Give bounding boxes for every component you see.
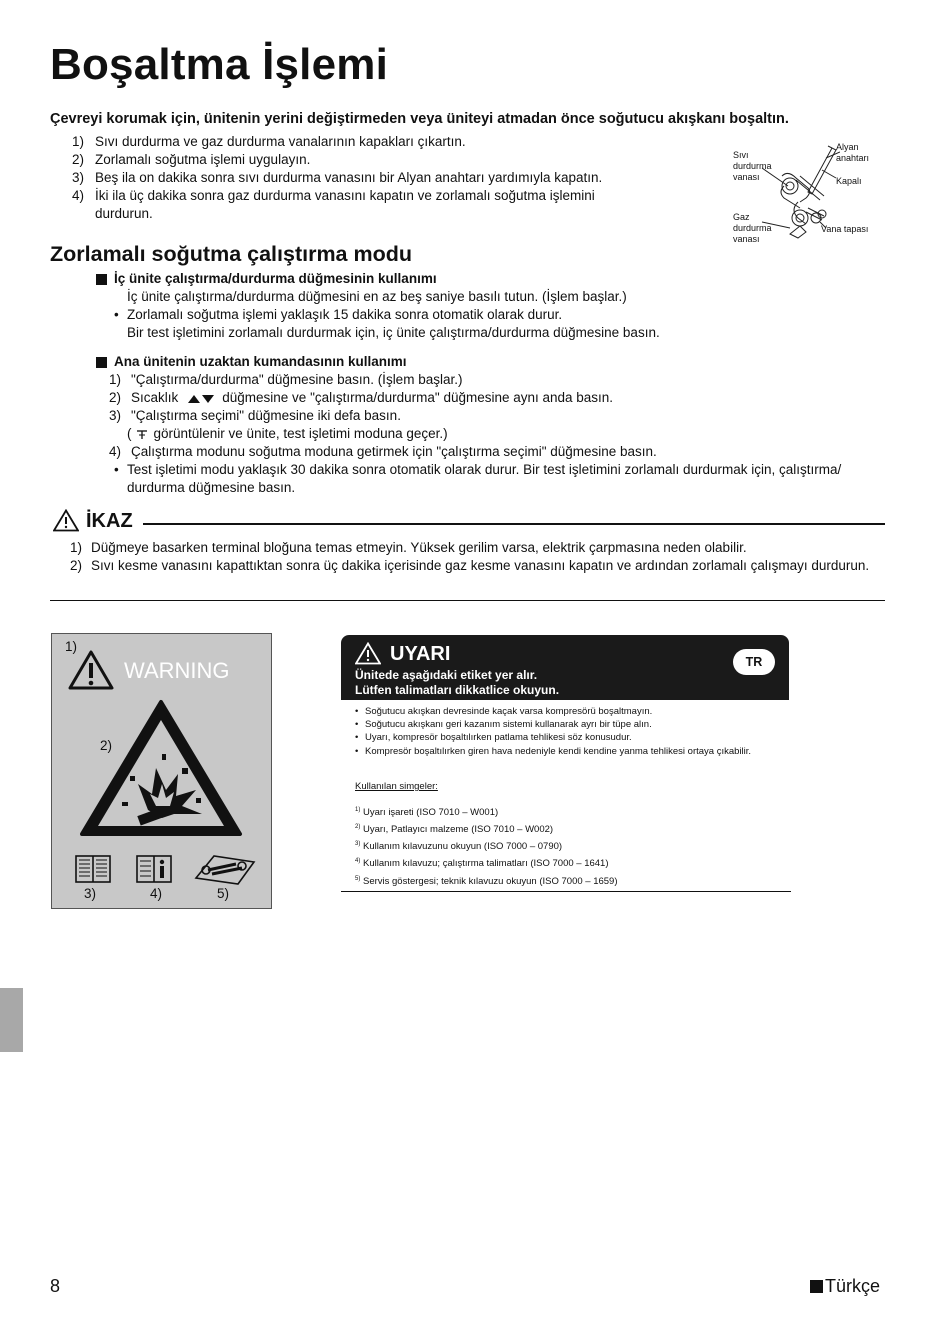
uyari-bullets <box>355 705 785 758</box>
hex-wrench-label: Alyan anahtarı <box>836 142 870 163</box>
list-item: 2) Sıvı kesme vanasını kapattıktan sonra üç dakika içerisinde gaz kesme vanasını kapatın ve ardından zorlamalı çalışmayı durdurun. <box>70 558 870 573</box>
read-manual-icon <box>74 852 112 886</box>
list-item: 2) Zorlamalı soğutma işlemi uygulayın. <box>72 152 311 167</box>
indoor-section <box>96 270 736 342</box>
remote-step-3: 3) "Çalıştırma seçimi" düğmesine iki defa basın. <box>109 408 401 423</box>
list-item: $^{5)}$ Servis göstergesi; teknik kılavuzu okuyun (ISO 7000 – 1659) <box>355 875 618 887</box>
caution-title: İKAZ <box>86 510 133 532</box>
service-indicator-icon <box>192 852 256 886</box>
remote-step-1: 1) "Çalıştırma/durdurma" düğmesine basın. (İşlem başlar.) <box>109 372 463 387</box>
caution-divider <box>143 523 885 525</box>
valve-illustration <box>760 140 840 240</box>
warning-label: 1) WARNING 2) 3) 4) 5) <box>51 633 272 909</box>
explosive-hazard-icon <box>78 698 244 838</box>
liquid-valve-label: Sıvı durdurma vanası <box>733 150 772 182</box>
list-item: $^{1)}$ Uyarı işareti (ISO 7010 – W001) <box>355 807 499 819</box>
uyari-header <box>341 635 789 700</box>
remote-step-4: 4) Çalıştırma modunu soğutma moduna getirmek için "çalıştırma seçimi" düğmesine basın. <box>109 444 657 459</box>
uyari-subtitle: Ünitede aşağıdaki etiket yer alır. Lütfen talimatları dikkatlice okuyun. <box>355 668 560 697</box>
language-badge: TR <box>733 649 775 675</box>
list-item: • Soğutucu akışkan devresinde kaçak varsa kompresörü boşaltmayın. <box>355 706 653 717</box>
warning-triangle-icon <box>355 642 381 665</box>
gas-valve-label: Gaz durdurma vanası <box>733 212 772 244</box>
list-item: $^{4)}$ Kullanım kılavuzu; çalıştırma talimatları (ISO 7000 – 1641) <box>355 858 609 870</box>
list-item: $^{3)}$ Kullanım kılavuzunu okuyun (ISO 7000 – 0790) <box>355 841 563 853</box>
square-bullet-icon <box>96 274 107 285</box>
side-tab <box>0 988 23 1052</box>
steps-list <box>72 133 672 223</box>
square-bullet-icon <box>96 357 107 368</box>
indoor-heading: İç ünite çalıştırma/durdurma düğmesinin kullanımı <box>96 270 736 288</box>
remote-section <box>96 353 886 497</box>
list-item: 4) İki ila üç dakika sonra gaz durdurma vanasını kapatın ve zorlamalı soğutma işlemini durdurun. <box>72 188 595 221</box>
list-item: • Uyarı, kompresör boşaltılırken patlama tehlikesi söz konusudur. <box>355 732 632 744</box>
valve-cap-label: Vana tapası <box>821 224 869 234</box>
subtitle: Zorlamalı soğutma çalıştırma modu <box>50 242 413 266</box>
uyari-title: UYARI <box>390 643 451 665</box>
square-bullet-icon <box>810 1280 823 1293</box>
closed-label: Kapalı <box>836 176 862 186</box>
caution-triangle-icon <box>53 509 79 532</box>
symbols-heading: Kullanılan simgeler: <box>355 781 438 792</box>
operating-instructions-icon <box>135 852 173 886</box>
language-label: Türkçe <box>810 1276 880 1297</box>
list-item: • Soğutucu akışkanı geri kazanım sistemi kullanarak ayrı bir tüpe alın. <box>355 719 652 731</box>
page-title: Boşaltma İşlemi <box>50 40 389 89</box>
list-item: • Kompresör boşaltılırken giren hava nedeniyle kendi kendine yanma tehlikesi ortaya çıkabilir. <box>355 745 752 757</box>
page-number: 8 <box>50 1276 61 1296</box>
list-item: $^{2)}$ Uyarı, Patlayıcı malzeme (ISO 7010 – W002) <box>355 824 554 836</box>
symbols-list <box>355 780 618 889</box>
remote-step-3b: ( görüntülenir ve ünite, test işletimi moduna geçer.) <box>127 426 448 441</box>
remote-heading: Ana ünitenin uzaktan kumandasının kullanımı <box>96 353 886 371</box>
section-divider <box>50 600 885 601</box>
uyari-divider <box>341 891 791 892</box>
warning-triangle-icon <box>68 650 114 690</box>
warning-word: WARNING <box>124 658 230 683</box>
list-item: 1) Sıvı durdurma ve gaz durdurma vanalarının kapakları çıkartın. <box>72 134 466 149</box>
indoor-bullet: • Zorlamalı soğutma işlemi yaklaşık 15 dakika sonra otomatik olarak durur. <box>114 307 563 322</box>
indoor-line1: İç ünite çalıştırma/durdurma düğmesini en az beş saniye basılı tutun. (İşlem başlar.) <box>127 289 627 304</box>
indoor-line2: Bir test işletimini zorlamalı durdurmak için, iç ünite çalıştırma/durdurma düğmesine basın. <box>127 325 660 340</box>
intro-text: Çevreyi korumak için, ünitenin yerini değiştirmeden veya üniteyi atmadan önce soğutucu akışkanı boşaltın. <box>50 111 789 127</box>
remote-bullet: • Test işletimi modu yaklaşık 30 dakika sonra otomatik olarak durur. Bir test işletimini zorlamalı durdurmak için, çalıştırma/ durdurma düğmesine basın. <box>114 462 842 495</box>
list-item: 3) Beş ila on dakika sonra sıvı durdurma vanasını bir Alyan anahtarı yardımıyla kapatın. <box>72 170 603 185</box>
up-down-arrows-icon <box>188 389 214 407</box>
test-mode-icon <box>136 428 148 440</box>
list-item: 1) Düğmeye basarken terminal bloğuna temas etmeyin. Yüksek gerilim varsa, elektrik çarpmasına neden olabilir. <box>70 540 747 555</box>
remote-step-2: 2) Sıcaklık düğmesine ve "çalıştırma/durdurma" düğmesine aynı anda basın. <box>109 390 614 405</box>
caution-list <box>70 539 880 575</box>
